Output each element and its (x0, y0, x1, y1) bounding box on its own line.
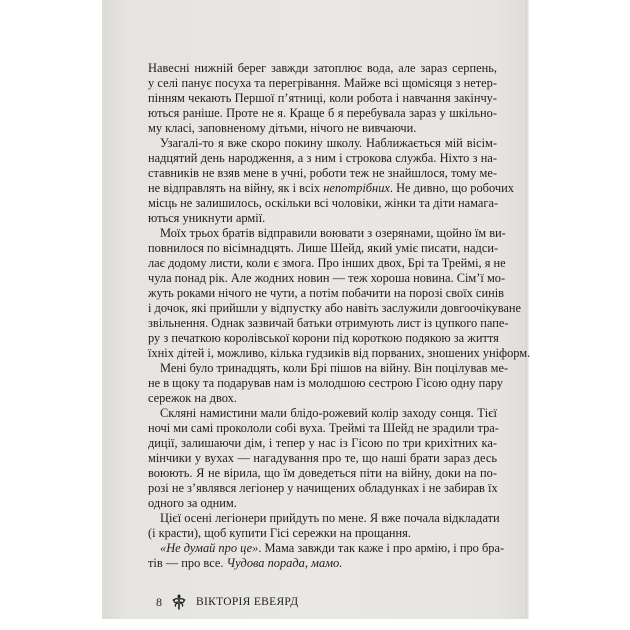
text-line (148, 151, 497, 166)
text-run: у селі панує посуха та перегрівання. Майже всі щомісяця з нетер- (148, 76, 497, 90)
running-head-author: ВІКТОРІЯ ЕВЕЯРД (196, 596, 299, 608)
text-run: лає додому листи, коли є змога. Про інших двох, Брі та Треймі, я не (148, 256, 506, 270)
text-line (148, 421, 497, 436)
text-run: і дочок, які прийшли у відпустку або навіть заслужили довгоочікуване (148, 301, 522, 315)
text-line (148, 406, 497, 421)
text-run: тів — про все. (148, 556, 227, 570)
text-line (148, 526, 497, 541)
page-footer (156, 594, 298, 610)
text-line (148, 361, 509, 376)
text-line (148, 226, 506, 241)
text-line (148, 271, 506, 286)
text-line (148, 436, 497, 451)
text-run: одного за одним. (148, 496, 237, 510)
text-line (148, 556, 497, 571)
text-line (148, 511, 500, 526)
text-run: мінчики у вухах — нагадування про те, що наші брати зараз десь (148, 451, 497, 465)
text-run: Цієї осені легіонери прийдуть по мене. Я вже почала відкладати (160, 511, 500, 525)
text-line (148, 481, 497, 496)
text-line (148, 496, 497, 511)
text-run: ру з печаткою королівської корони під короткою подякою за життя (148, 331, 499, 345)
text-run: Навесні нижній берег завжди затоплює вода, але зараз серпень, (148, 61, 497, 75)
text-run: жуть роками нічого не чути, а потім побачити на порозі своїх синів (148, 286, 504, 300)
text-line (148, 541, 505, 556)
text-line (148, 466, 497, 481)
text-run: . Мама завжди так каже і про армію, і про бра- (258, 541, 505, 555)
text-line (148, 91, 497, 106)
text-run: Скляні намистини мали блідо-рожевий колір заходу сонця. Тієї (160, 406, 497, 420)
text-run: місць не залишилось, оскільки всі чоловіки, жінки та діти намага- (148, 196, 499, 210)
text-line (148, 211, 497, 226)
text-line (148, 106, 497, 121)
text-line (148, 391, 497, 406)
text-run: сережок на двох. (148, 391, 237, 405)
text-run: ються уникнути армії. (148, 211, 266, 225)
text-line (148, 61, 497, 76)
fleuron-ornament-icon (172, 594, 186, 610)
text-line (148, 121, 497, 136)
text-run: Моїх трьох братів відправили воювати з озерянами, щойно їм ви- (160, 226, 506, 240)
text-run: їхніх дітей і, можливо, кілька гудзиків від порваних, зношених уніформ. (148, 346, 531, 360)
text-line (148, 181, 514, 196)
text-run: ночі ми самі прокололи собі вуха. Треймі та Шейд не зрадили тра- (148, 421, 499, 435)
text-run: не в щоку та подарував нам із молодшою сестрою Гісою одну пару (148, 376, 503, 390)
text-run: чула понад рік. Але жодних новин — теж хороша новина. Сім’ї мо- (148, 271, 506, 285)
text-line (148, 76, 497, 91)
text-line (148, 451, 497, 466)
text-run: пінням чекають Першої п’ятниці, коли робота і навчання закінчу- (148, 91, 497, 105)
page-edge (526, 0, 529, 619)
text-line (148, 316, 509, 331)
text-run: диції, залишаючи дім, і тепер у нас із Гісою по три крихітних ка- (148, 436, 497, 450)
text-run: му класі, заповненому дітьми, нічого не вивчаючи. (148, 121, 417, 135)
italic-text: «Не думай про це» (160, 541, 259, 555)
text-line (148, 286, 504, 301)
text-line (148, 136, 497, 151)
text-line (148, 376, 503, 391)
text-run: розі не з’являвся легіонер у начищених обладунках і не забирав їх (148, 481, 498, 495)
text-run: ються раніше. Проте не я. Краще б я перебувала зараз у шкільно- (148, 106, 497, 120)
text-run: повнилося по вісімнадцять. Лише Шейд, який уміє писати, надси- (148, 241, 499, 255)
text-line (148, 256, 506, 271)
text-run: (і красти), щоб купити Гісі сережки на прощання. (148, 526, 411, 540)
text-run: Узагалі-то я вже скоро покину школу. Наближається мій вісім- (160, 136, 497, 150)
text-run: воюють. Я не вірила, що їм доведеться піти на війну, доки на по- (148, 466, 497, 480)
text-run: надцятий день народження, а з ним і строкова служба. Ніхто з на- (148, 151, 497, 165)
text-run: Мені було тринадцять, коли Брі пішов на війну. Він поцілував ме- (160, 361, 509, 375)
text-line (148, 241, 497, 256)
text-run: . Не дивно, що робочих (389, 181, 514, 195)
text-run: ставників не взяв мене в учні, роботи теж не знайшлося, тому ме- (148, 166, 497, 180)
text-line (148, 331, 497, 346)
text-line (148, 196, 497, 211)
text-line (148, 301, 522, 316)
page-number: 8 (156, 594, 162, 609)
text-run: звільнення. Однак зазвичай батьки отримують лист із цупкого папе- (148, 316, 509, 330)
italic-text: Чудова порада, мамо. (226, 556, 343, 570)
text-run: не відправлять на війну, як і всіх (148, 181, 324, 195)
text-line (148, 346, 531, 361)
body-text (148, 61, 531, 571)
text-line (148, 166, 497, 181)
italic-text: непотрібних (323, 181, 390, 195)
